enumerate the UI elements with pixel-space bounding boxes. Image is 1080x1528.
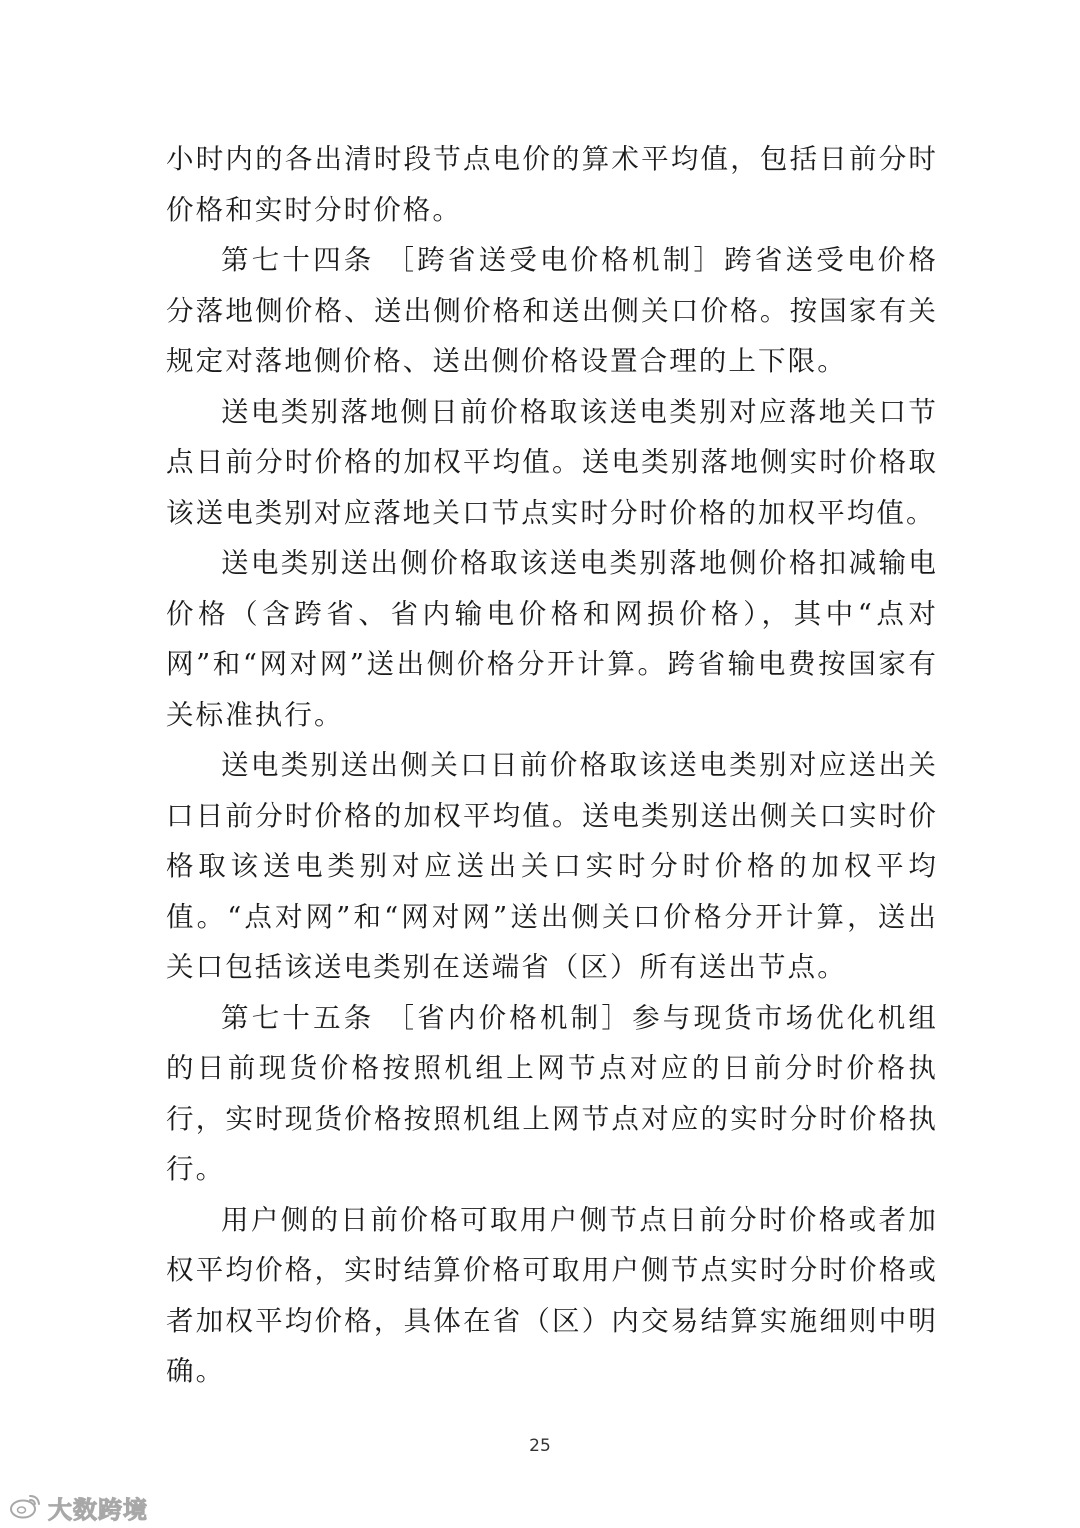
watermark <box>8 1490 148 1525</box>
weibo-logo-icon <box>8 1492 42 1524</box>
paragraph-4: 送电类别送出侧价格取该送电类别落地侧价格扣减输电价格（含跨省、省内输电价格和网损价格），其中“点对网”和“网对网”送出侧价格分开计算。跨省输电费按国家有关标准执行。 <box>166 547 938 731</box>
paragraph-3: 送电类别落地侧日前价格取该送电类别对应落地关口节点日前分时价格的加权平均值。送电类别落地侧实时价格取该送电类别对应落地关口节点实时分时价格的加权平均值。 <box>166 395 938 529</box>
paragraph-2: 第七十四条 ［跨省送受电价格机制］跨省送受电价格分落地侧价格、送出侧价格和送出侧关口价格。按国家有关规定对落地侧价格、送出侧价格设置合理的上下限。 <box>166 244 938 377</box>
paragraph-1: 小时内的各出清时段节点电价的算术平均值，包括日前分时价格和实时分时价格。 <box>166 143 938 226</box>
watermark-text: 大数跨境 <box>48 1496 148 1524</box>
document-body <box>166 134 938 1397</box>
paragraph-7: 用户侧的日前价格可取用户侧节点日前分时价格或者加权平均价格，实时结算价格可取用户侧节点实时分时价格或者加权平均价格，具体在省（区）内交易结算实施细则中明确。 <box>166 1203 938 1387</box>
page-number: 25 <box>529 1436 551 1456</box>
paragraph-6: 第七十五条 ［省内价格机制］参与现货市场优化机组的日前现货价格按照机组上网节点对应的日前分时价格执行，实时现货价格按照机组上网节点对应的实时分时价格执行。 <box>166 1001 938 1185</box>
paragraph-5: 送电类别送出侧关口日前价格取该送电类别对应送出关口日前分时价格的加权平均值。送电类别送出侧关口实时价格取该送电类别对应送出关口实时分时价格的加权平均值。“点对网”和“网对网”送出侧关口价格分开计算，送出关口包括该送电类别在送端省（区）所有送出节点。 <box>166 749 938 983</box>
